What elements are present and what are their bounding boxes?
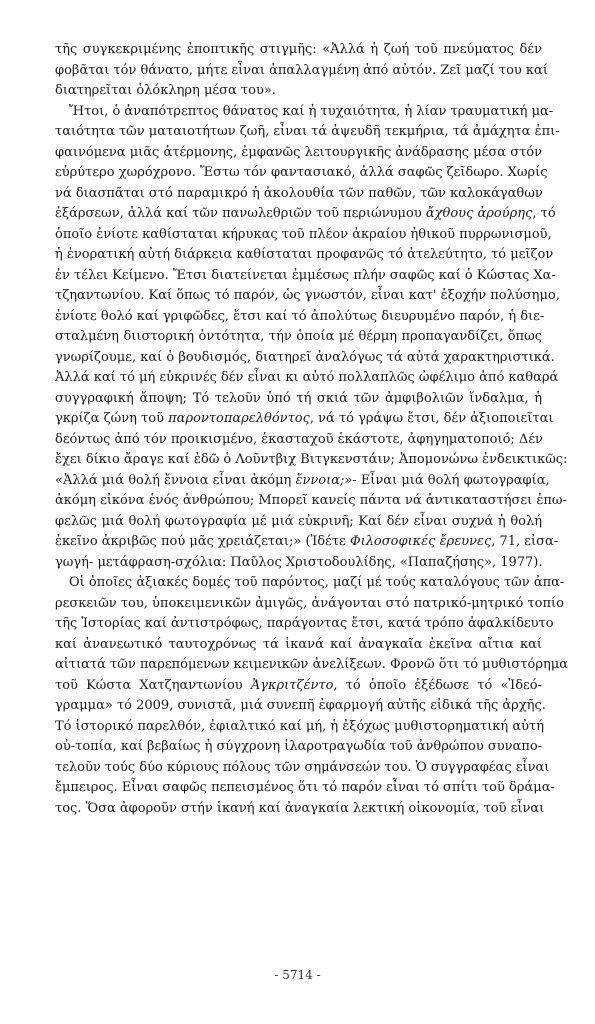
text-line: ἡ ἐνορατική αὐτή διάρκεια καθίσταται προφανῶς τό ἀτελεύτητο, τό μεῖζον — [55, 247, 554, 262]
text-line: τῆς Ἱστορίας καί ἀντιστρόφως, παράγοντας ἔτσι, κατά τρόπο ἀφαλκίδευτο — [55, 616, 554, 631]
text-line: γκρίζα ζώνη τοῦ παροντοπαρελθόντος, νά τό γράψω ἔτσι, δέν ἀξιοποιεῖται — [55, 411, 554, 426]
text-line: γνωρίζουμε, καί ὁ βουδισμός, διατηρεῖ ἀναλόγως τά αὐτά χαρακτηριστικά. — [55, 349, 555, 365]
paragraph — [55, 102, 568, 574]
text-line: φελῶς μιά θολή φωτογραφία μέ μιά εὐκρινῆ; Καί δέν εἶναι συχνά ἡ θολή — [55, 513, 542, 529]
text-line: τοῦ Κώστα Χατζηαντωνίου Ἀγκριτζέντο, τό ὁποῖο ἐξέδωσε τό «Ἰδεό- — [55, 677, 542, 693]
text-line: ἐνίοτε θολό καί γριφῶδες, ἔτσι καί τό ἀπολύτως διευρυμένο παρόν, ἡ διε- — [55, 308, 545, 324]
text-line: «Ἀλλά μιά θολή ἔννοια εἶναι ἀκόμη ἔννοια;»- Εἶναι μιά θολή φωτογραφία, — [55, 472, 550, 488]
paragraph — [55, 40, 548, 102]
text-line: ὁποῖο ἐνίοτε καθίσταται κήρυκας τοῦ πλέον ἀκραίου ἠθικοῦ πυρρωνισμοῦ, — [55, 226, 552, 242]
text-line: τος. Ὅσα ἀφοροῦν στήν ἱκανή καί ἀναγκαία λεκτική οἰκονομία, τοῦ εἶναι — [55, 800, 545, 816]
text-line: δεόντως ἀπό τόν προικισμένο, ἑκασταχοῦ ἑκάστοτε, ἀφηγηματοποιό; Δέν — [55, 431, 543, 447]
text-line: ἔχει δίκιο ἄραγε καί ἐδῶ ὁ Λοῦντβιχ Βιτγκενστάιν; Ἀπομονώνω ἐνδεικτικῶς: — [55, 452, 568, 467]
text-line: αἰτιατά τῶν παρεπόμενων κειμενικῶν ἀνελίξεων. Φρονῶ ὅτι τό μυθιστόρημα — [55, 657, 568, 672]
text-line: τῆς συγκεκριμένης ἐποπτικῆς στιγμῆς: «Ἀλλά ἡ ζωή τοῦ πνεύματος δέν — [55, 42, 542, 57]
text-line: ταιότητα τῶν ματαιοτήτων ζωῆ, εἶναι τά ἀψευδῆ τεκμήρια, τά ἀμάχητα ἐπι- — [55, 124, 560, 139]
text-line: ἐν τέλει Κείμενο. Ἔτσι διατείνεται ἐμμέσως πλήν σαφῶς καί ὁ Κώστας Χα- — [55, 267, 556, 283]
page-number: - 5714 - — [274, 968, 321, 982]
text-line: Τό ἱστορικό παρελθόν, ἐφιαλτικό καί μή, ἡ ἐξόχως μυθιστορηματική αὐτή — [55, 718, 545, 734]
text-line: Ἤτοι, ὁ ἀναπότρεπτος θάνατος καί ἡ τυχαιότητα, ἡ λίαν τραυματική μα- — [69, 103, 554, 119]
text-line: Ἀλλά καί τό μή εὐκρινές δέν εἶναι κι αὐτό πολλαπλῶς ὠφέλιμο ἀπό καθαρά — [55, 370, 559, 385]
text-line: γραμμα» τό 2009, συνιστᾶ, μιά συνεπῆ ἐφαρμογή αὐτῆς εἰδικά τῆς ἀρχῆς. — [55, 698, 546, 713]
document-body — [55, 40, 568, 819]
text-line: συγγραφική ἄποψη; Τό τελοῦν ὑπό τή σκιά τῶν ἀμφιβολιῶν ἴνδαλμα, ἡ — [55, 390, 542, 406]
text-line: καί ἀνανεωτικό ταυτοχρόνως τά ἱκανά καί ἀναγκαῖα ἐκεῖνα αἴτια καί — [55, 636, 542, 652]
text-line: οὐ-τοπία, καί βεβαίως ἡ σύγχρονη ἱλαροτραγωδία τοῦ ἀνθρώπου συναπο- — [55, 739, 543, 754]
text-line: ρεσκειῶν του, ὑποκειμενικῶν ἀμιγῶς, ἀνάγονται στό πατρικό-μητρικό τοπίο — [55, 595, 564, 611]
text-line: φαινόμενα μιᾶς ἀτέρμονης, ἐμφανῶς λειτουργικῆς ἀνάδρασης μέσα στόν — [55, 144, 542, 160]
text-line: τελοῦν τούς δύο κύριους πόλους τῶν σημάνσεών του. Ὁ συγγραφέας εἶναι — [55, 759, 550, 775]
text-line: γωγή- μετάφραση-σχόλια: Παῦλος Χριστοδουλίδης, «Παπαζήσης», 1977). — [55, 554, 543, 570]
text-line: ἐξάρσεων, ἀλλά καί τῶν πανωλεθριῶν τοῦ περιώνυμου ἄχθους ἀρούρης, τό — [55, 206, 556, 221]
paragraph — [55, 573, 568, 819]
text-line: ἐκεῖνο ἀκριβῶς πού μᾶς χρειάζεται;» (Ἰδέτε Φιλοσοφικές ἔρευνες, 71, εἰσα- — [55, 534, 559, 549]
text-line: σταλμένη διιστορική ὀντότητα, τήν ὁποία μέ θέρμη προπαγανδίζει, ὅπως — [55, 329, 542, 344]
text-line: φοβᾶται τόν θάνατο, μήτε εἶναι ἀπαλλαγμένη ἀπό αὐτόν. Ζεῖ μαζί του καί — [55, 62, 548, 78]
text-line: εὐρύτερο χωρόχρονο. Ἔστω τόν φαντασιακό, ἀλλά σαφῶς ζεῖδωρο. Χωρίς — [55, 165, 548, 180]
text-line: Οἱ ὁποῖες ἀξιακές δομές τοῦ παρόντος, μαζί μέ τούς καταλόγους τῶν ἀπα- — [69, 575, 565, 590]
text-line: διατηρεῖται ὁλόκληρη μέσα του». — [55, 83, 276, 98]
text-line: τζηαντωνίου. Καί ὅπως τό παρόν, ὡς γνωστόν, εἶναι κατ' ἐξοχήν πολύσημο, — [55, 288, 560, 303]
text-line: νά διασπᾶται στό παραμικρό ἡ ἀκολουθία τῶν παθῶν, τῶν καλοκάγαθων — [55, 185, 543, 201]
text-line: ἀκόμη εἰκόνα ἑνός ἀνθρώπου; Μπορεῖ κανείς πάντα νά ἀντικαταστήσει ἐπω- — [55, 493, 567, 508]
text-line: ἔμπειρος. Εἶναι σαφῶς πεπεισμένος ὅτι τό παρόν εἶναι τό σπίτι τοῦ δράμα- — [55, 780, 555, 795]
